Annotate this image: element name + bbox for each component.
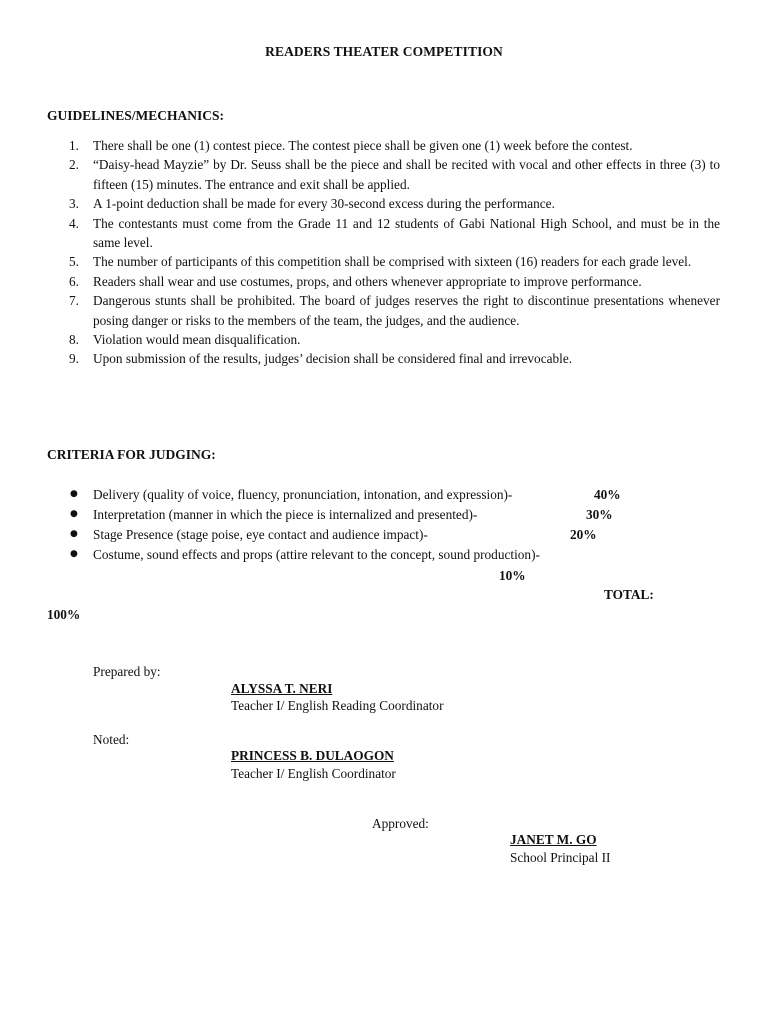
guideline-number: 7. <box>69 293 79 309</box>
criteria-list <box>47 485 720 565</box>
guidelines-heading: GUIDELINES/MECHANICS: <box>47 108 225 123</box>
total-label: TOTAL: <box>604 587 654 602</box>
bullet-icon: ● <box>70 489 78 499</box>
criterion-percent: 10% <box>499 568 526 583</box>
guideline-item <box>47 291 720 330</box>
guideline-number: 1. <box>69 138 79 153</box>
noted-by-label: Noted: <box>93 732 130 747</box>
guideline-item <box>47 214 720 253</box>
approved-by-label: Approved: <box>372 816 429 831</box>
guideline-number: 8. <box>69 332 79 348</box>
guideline-number: 6. <box>69 273 79 289</box>
guideline-item <box>47 330 720 349</box>
criterion-text: Interpretation (manner in which the piece is internalized and presented)- <box>93 507 478 522</box>
criterion-item <box>47 525 720 545</box>
guideline-text: “Daisy-head Mayzie” by Dr. Seuss shall be the piece and shall be recited with vocal and other effects in three (3) to fifteen (15) minutes. The entrance and exit shall be applied. <box>93 157 720 192</box>
bullet-icon: ● <box>70 549 78 559</box>
guideline-text: Dangerous stunts shall be prohibited. The board of judges reserves the right to discontinue presentations whenever posing danger or risks to the members of the team, the judges, and the audience. <box>93 293 720 328</box>
criterion-item <box>47 545 720 565</box>
guideline-number: 9. <box>69 351 79 367</box>
guideline-item <box>47 252 720 271</box>
approved-by-role: School Principal II <box>510 850 611 865</box>
total-value: 100% <box>47 607 81 622</box>
bullet-icon: ● <box>70 509 78 519</box>
criterion-percent: 20% <box>570 527 597 542</box>
prepared-by-role: Teacher I/ English Reading Coordinator <box>231 698 444 713</box>
guideline-number: 5. <box>69 254 79 270</box>
guideline-text: There shall be one (1) contest piece. The contest piece shall be given one (1) week before the contest. <box>93 138 633 153</box>
bullet-icon: ● <box>70 529 78 539</box>
criterion-text: Delivery (quality of voice, fluency, pronunciation, intonation, and expression)- <box>93 487 513 502</box>
criterion-percent: 30% <box>586 507 613 522</box>
guideline-text: The contestants must come from the Grade 11 and 12 students of Gabi National High School, and must be in the same level. <box>93 215 720 251</box>
prepared-by-name: ALYSSA T. NERI <box>231 681 333 696</box>
prepared-by-label: Prepared by: <box>93 664 161 679</box>
criterion-text: Stage Presence (stage poise, eye contact and audience impact)- <box>93 527 428 542</box>
criterion-percent: 40% <box>594 487 621 502</box>
guideline-item <box>47 194 720 213</box>
guideline-text: Violation would mean disqualification. <box>93 332 301 348</box>
criterion-text: Costume, sound effects and props (attire relevant to the concept, sound production)- <box>93 547 540 562</box>
guideline-text: A 1-point deduction shall be made for every 30-second excess during the performance. <box>93 196 555 212</box>
noted-by-name: PRINCESS B. DULAOGON <box>231 748 394 763</box>
guideline-item <box>47 349 720 368</box>
guidelines-list <box>47 136 720 369</box>
guideline-text: Upon submission of the results, judges’ decision shall be considered final and irrevocable. <box>93 351 573 367</box>
noted-by-role: Teacher I/ English Coordinator <box>231 766 396 781</box>
guideline-text: Readers shall wear and use costumes, props, and others whenever appropriate to improve performance. <box>93 273 642 289</box>
guideline-item <box>47 272 720 291</box>
guideline-item <box>47 136 720 155</box>
guideline-number: 2. <box>69 157 79 173</box>
guideline-item <box>47 155 720 194</box>
guideline-number: 4. <box>69 215 79 231</box>
criteria-heading: CRITERIA FOR JUDGING: <box>47 447 216 462</box>
guideline-number: 3. <box>69 196 79 212</box>
criterion-item <box>47 485 720 505</box>
document-title: READERS THEATER COMPETITION <box>265 44 503 59</box>
approved-by-name: JANET M. GO <box>510 832 597 847</box>
guideline-text: The number of participants of this competition shall be comprised with sixteen (16) readers for each grade level. <box>93 254 692 270</box>
criterion-item <box>47 505 720 525</box>
